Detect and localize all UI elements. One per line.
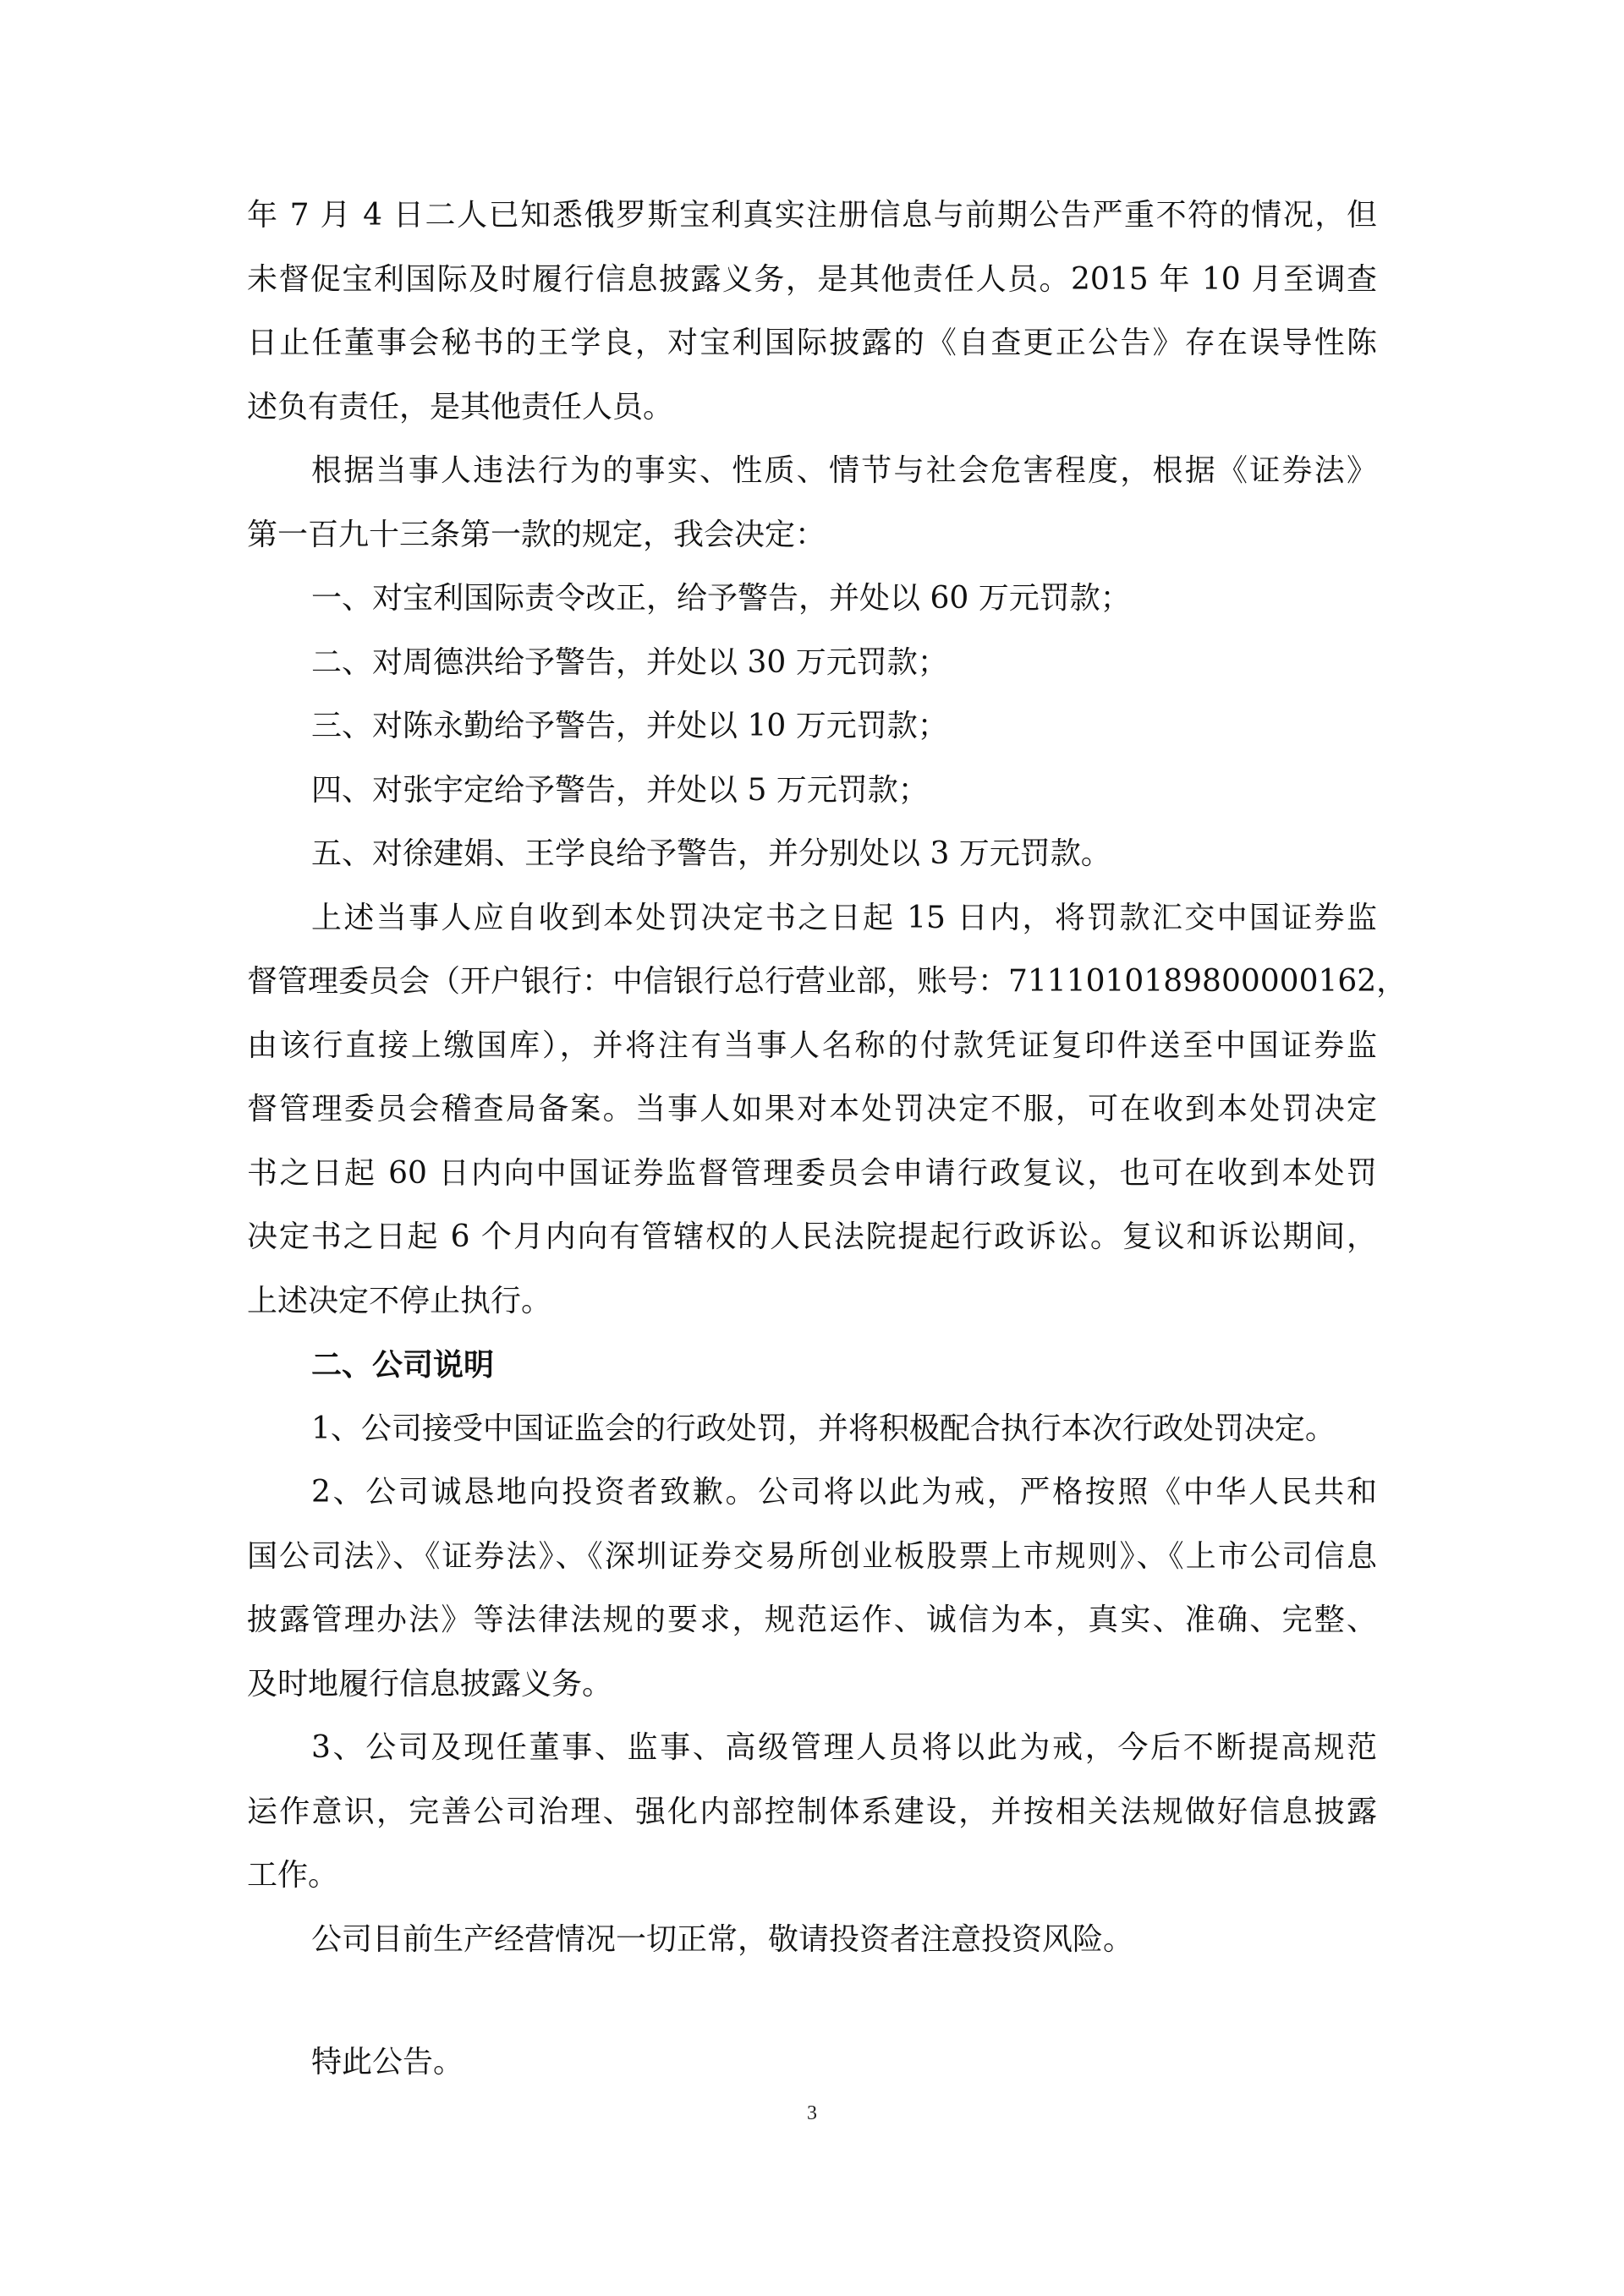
- text-line: 特此公告。: [311, 2045, 464, 2080]
- text-line: 国公司法》、《证券法》、《深圳证券交易所创业板股票上市规则》、《上市公司信息: [247, 1538, 1377, 1574]
- text-line: 根据当事人违法行为的事实、性质、情节与社会危害程度，根据《证券法》: [311, 453, 1377, 488]
- text-line: 四、对张宇定给予警告，并处以 5 万元罚款；: [311, 772, 929, 808]
- text-line: 五、对徐建娟、王学良给予警告，并分别处以 3 万元罚款。: [311, 836, 1111, 871]
- text-line: 督管理委员会（开户银行：中信银行总行营业部，账号：7111010189800000162，: [247, 964, 1407, 999]
- text-line: 未督促宝利国际及时履行信息披露义务，是其他责任人员。2015 年 10 月至调查: [247, 261, 1377, 297]
- text-line: 三、对陈永勤给予警告，并处以 10 万元罚款；: [311, 709, 948, 743]
- text-line: 二、对周德洪给予警告，并处以 30 万元罚款；: [311, 644, 948, 680]
- announcement-body: [247, 191, 1407, 2102]
- page-number: 3: [807, 2102, 817, 2124]
- blank-line: [247, 1979, 1377, 2038]
- section-heading-company-statement: 二、公司说明: [311, 1347, 495, 1383]
- text-line: 披露管理办法》等法律法规的要求，规范运作、诚信为本，真实、准确、完整、: [247, 1603, 1377, 1637]
- text-line: 上述决定不停止执行。: [247, 1283, 552, 1318]
- text-line: 工作。: [247, 1858, 339, 1893]
- text-line: 上述当事人应自收到本处罚决定书之日起 15 日内，将罚款汇交中国证券监: [311, 900, 1377, 935]
- text-line: 第一百九十三条第一款的规定，我会决定：: [247, 517, 826, 552]
- text-line: 述负有责任，是其他责任人员。: [247, 389, 674, 425]
- text-line: 1、公司接受中国证监会的行政处罚，并将积极配合执行本次行政处罚决定。: [311, 1411, 1336, 1446]
- text-line: 2、公司诚恳地向投资者致歉。公司将以此为戒，严格按照《中华人民共和: [311, 1475, 1377, 1510]
- text-line: 由该行直接上缴国库），并将注有当事人名称的付款凭证复印件送至中国证券监: [247, 1027, 1377, 1063]
- text-line: 一、对宝利国际责令改正，给予警告，并处以 60 万元罚款；: [311, 581, 1131, 616]
- text-line: 日止任董事会秘书的王学良，对宝利国际披露的《自查更正公告》存在误导性陈: [247, 326, 1377, 360]
- text-line: 3、公司及现任董事、监事、高级管理人员将以此为戒，今后不断提高规范: [311, 1730, 1377, 1765]
- text-line: 书之日起 60 日内向中国证券监督管理委员会申请行政复议，也可在收到本处罚: [247, 1155, 1377, 1191]
- text-line: 督管理委员会稽查局备案。当事人如果对本处罚决定不服，可在收到本处罚决定: [247, 1092, 1377, 1126]
- text-line: 及时地履行信息披露义务。: [247, 1666, 613, 1701]
- text-line: 公司目前生产经营情况一切正常，敬请投资者注意投资风险。: [311, 1921, 1134, 1957]
- text-line: 年 7 月 4 日二人已知悉俄罗斯宝利真实注册信息与前期公告严重不符的情况，但: [247, 198, 1377, 233]
- text-line: 决定书之日起 6 个月内向有管辖权的人民法院提起行政诉讼。复议和诉讼期间，: [247, 1219, 1377, 1254]
- text-line: 运作意识，完善公司治理、强化内部控制体系建设，并按相关法规做好信息披露: [247, 1794, 1377, 1829]
